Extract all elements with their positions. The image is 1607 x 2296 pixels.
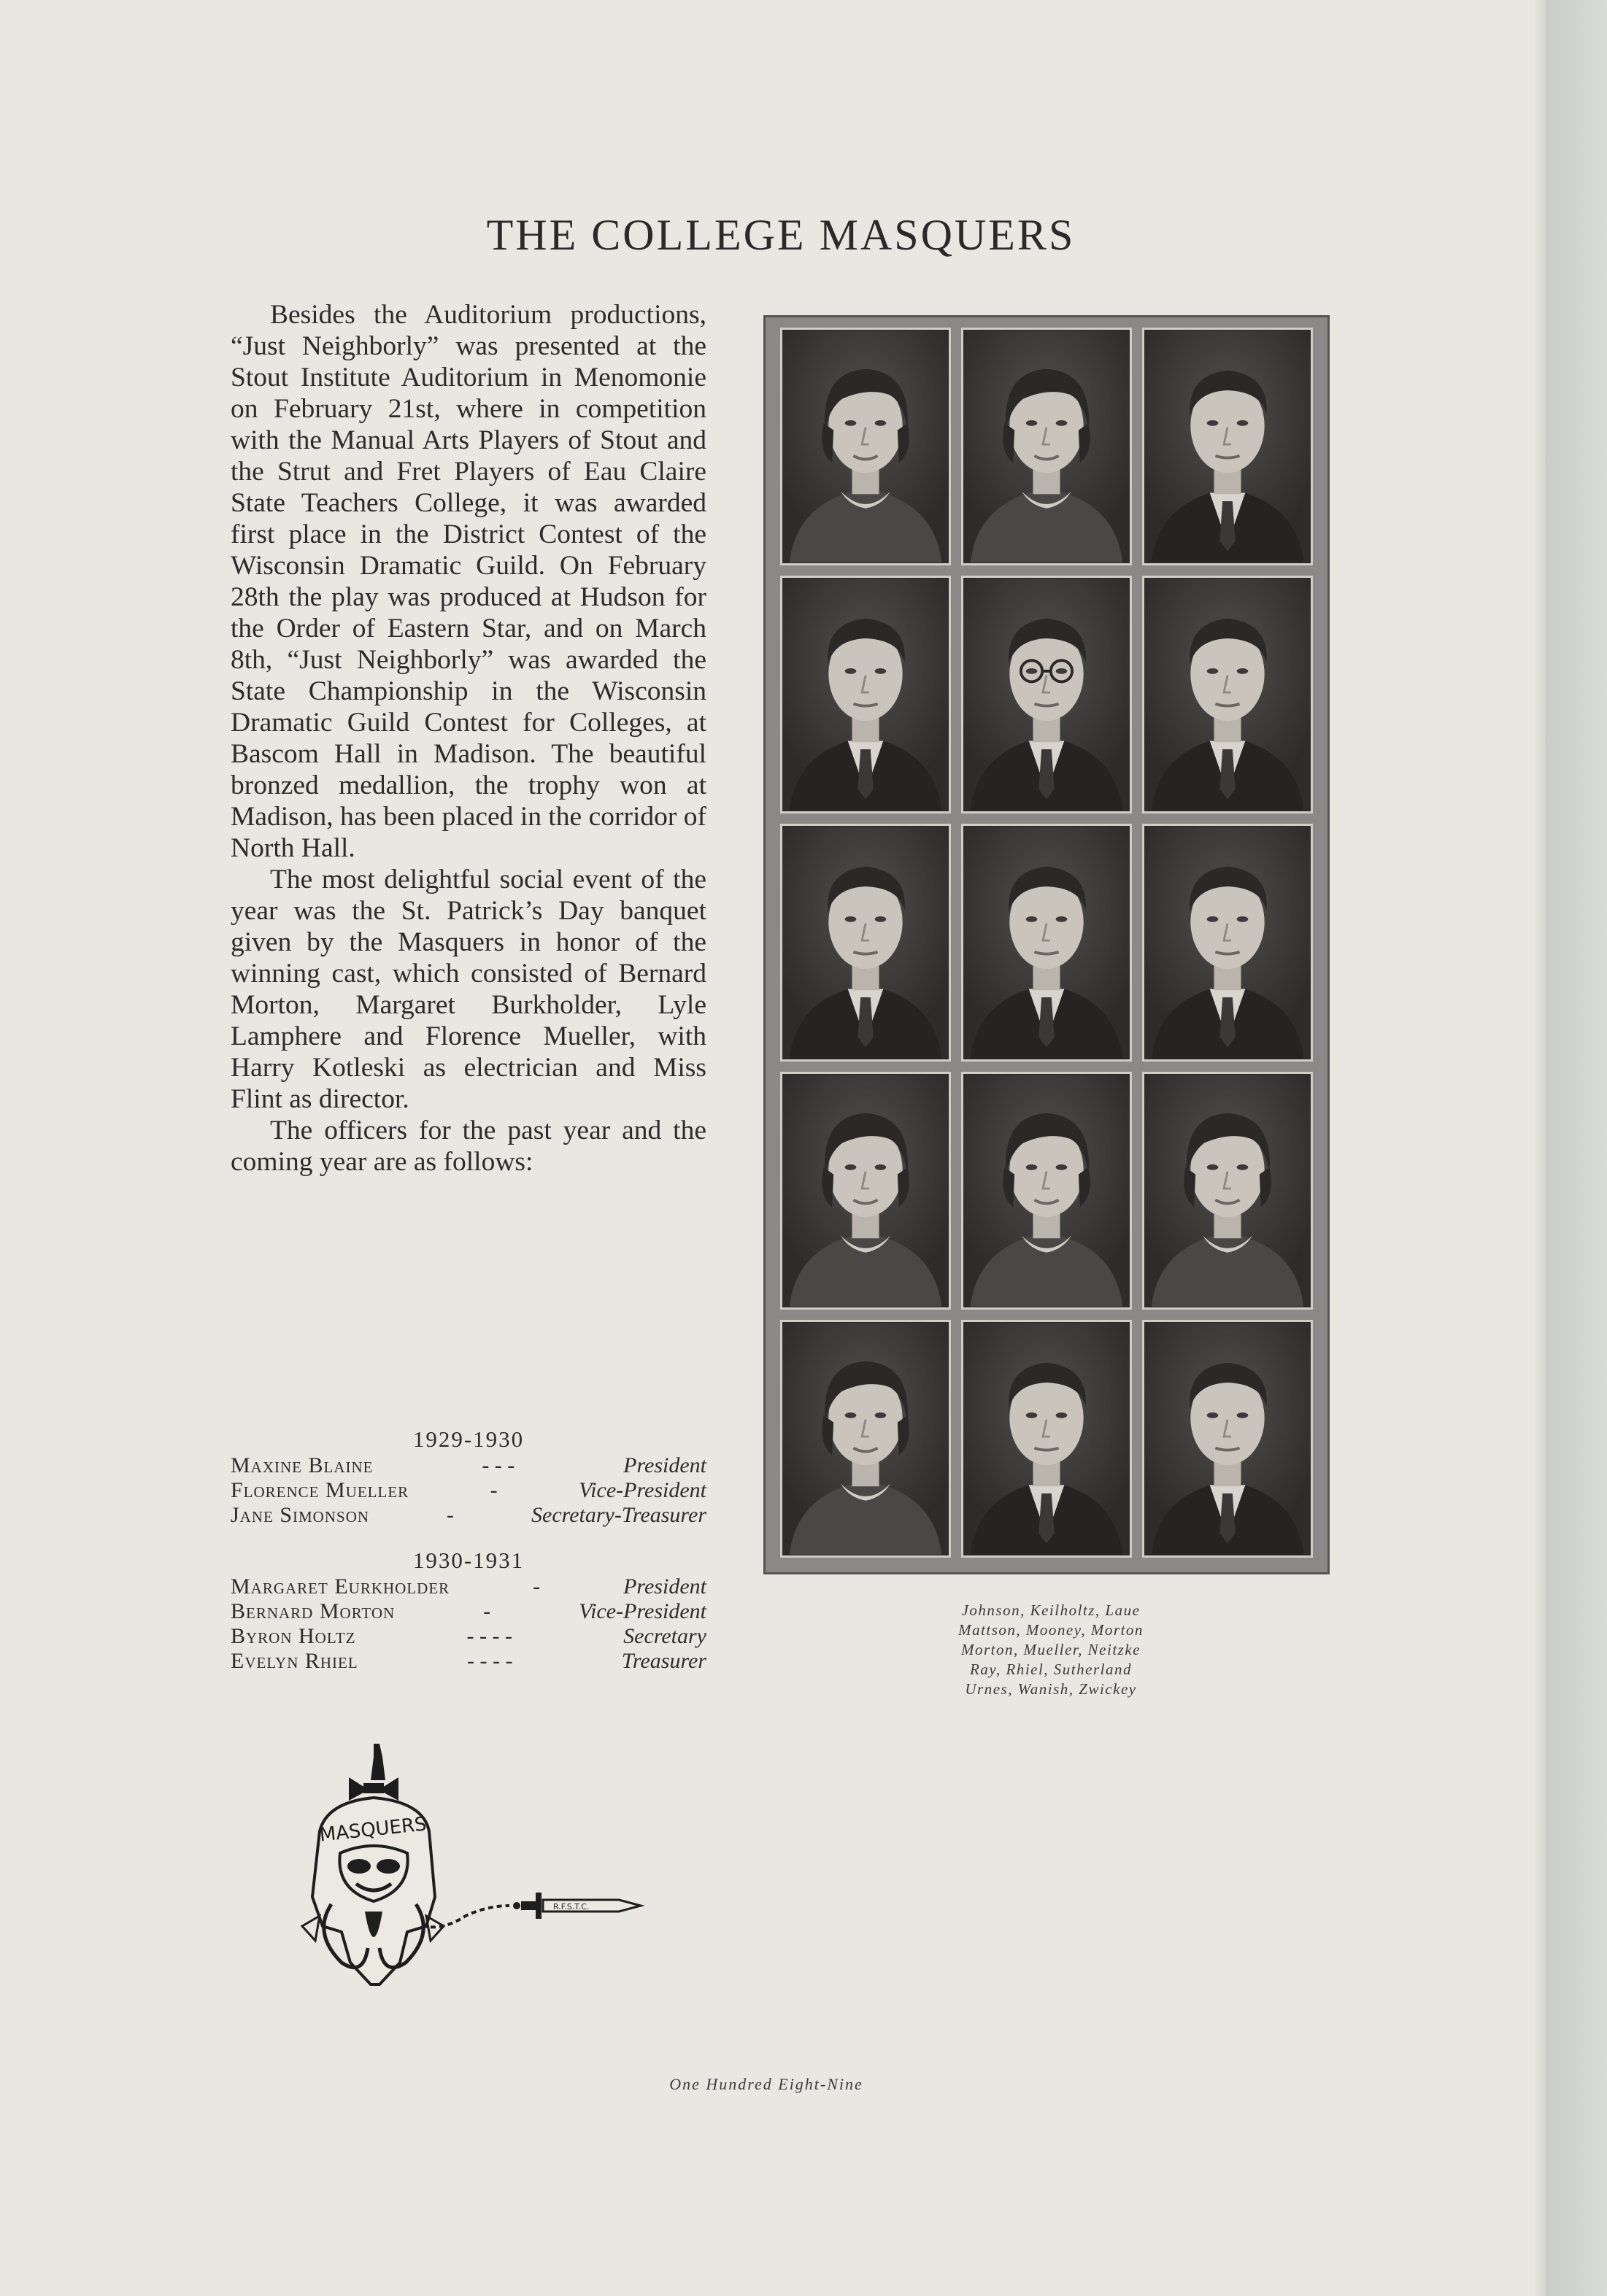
officer-row bbox=[231, 1574, 706, 1599]
officers-1929-1930 bbox=[231, 1427, 706, 1528]
officer-name: Florence Mueller bbox=[231, 1478, 409, 1502]
portrait-photo bbox=[1142, 328, 1313, 565]
portrait-photo bbox=[1142, 576, 1313, 813]
portrait-photo bbox=[1142, 1072, 1313, 1310]
paragraph-3: The officers for the past year and the coming year are as follows: bbox=[231, 1116, 706, 1177]
officer-row bbox=[231, 1624, 706, 1649]
caption-line: Morton, Mueller, Neitzke bbox=[961, 1641, 1141, 1658]
officer-dashes: - bbox=[533, 1574, 541, 1599]
page-gutter-shadow bbox=[1533, 0, 1546, 2296]
portrait-photo bbox=[1142, 824, 1313, 1062]
caption-line: Urnes, Wanish, Zwickey bbox=[965, 1680, 1137, 1698]
page-number: One Hundred Eight-Nine bbox=[669, 2075, 863, 2093]
dagger-inscription: R.F.S.T.C. bbox=[553, 1902, 590, 1912]
paragraph-1: Besides the Auditorium productions, “Just Neighborly” was presented at the Stout Institute Auditorium in Menomonie on February 21st, where in competition with the Manual Arts Players of Stout and the Strut and Fret Players of Eau Claire State Teachers College, it was awarded first place in the District Contest of the Wisconsin Dramatic Guild. On February 28th the play was produced at Hudson for the Order of Eastern Star, and on March 8th, “Just Neighborly” was awarded the State Championship in the Wisconsin Dramatic Guild Contest for Colleges, at Bascom Hall in Madison. The beautiful bronzed medallion, the trophy won at Madison, has been placed in the corridor of North Hall. bbox=[231, 300, 706, 863]
portrait-photo bbox=[1142, 1320, 1313, 1558]
officer-name: Evelyn Rhiel bbox=[231, 1649, 358, 1673]
officer-name: Bernard Morton bbox=[231, 1599, 396, 1623]
portrait-photo bbox=[961, 1072, 1132, 1310]
officer-name: Margaret Eurkholder bbox=[231, 1574, 450, 1599]
portrait-photo bbox=[961, 328, 1132, 565]
officer-dashes: - - - - bbox=[466, 1624, 513, 1648]
officer-dashes: - bbox=[490, 1478, 498, 1502]
portrait-photo bbox=[961, 1320, 1132, 1558]
officer-row bbox=[231, 1453, 706, 1478]
portrait-photo bbox=[780, 824, 951, 1062]
caption-line: Ray, Rhiel, Sutherland bbox=[970, 1661, 1132, 1678]
officer-row bbox=[231, 1503, 706, 1528]
officer-dashes: - bbox=[447, 1503, 455, 1527]
officer-role: Vice-President bbox=[579, 1478, 706, 1502]
portrait-photo bbox=[961, 576, 1132, 813]
portrait-photo bbox=[780, 576, 951, 813]
officer-name: Jane Simonson bbox=[231, 1503, 370, 1527]
officer-row bbox=[231, 1478, 706, 1503]
page-title: THE COLLEGE MASQUERS bbox=[486, 211, 1076, 259]
caption-line: Mattson, Mooney, Morton bbox=[958, 1621, 1144, 1639]
page-edge bbox=[1546, 0, 1607, 2296]
officer-role: Secretary bbox=[623, 1624, 706, 1648]
officers-1930-1931 bbox=[231, 1548, 706, 1674]
portrait-caption bbox=[847, 1601, 1255, 1699]
officer-dashes: - - - - bbox=[467, 1649, 513, 1673]
portrait-photo bbox=[780, 1320, 951, 1558]
officer-role: President bbox=[623, 1574, 706, 1599]
portrait-grid bbox=[763, 315, 1330, 1574]
officer-row bbox=[231, 1599, 706, 1624]
officer-year: 1930-1931 bbox=[412, 1547, 525, 1573]
officer-name: Maxine Blaine bbox=[231, 1453, 374, 1477]
portrait-photo bbox=[780, 328, 951, 565]
officer-role: President bbox=[623, 1453, 706, 1477]
article-body bbox=[231, 299, 706, 1178]
paragraph-2: The most delightful social event of the year was the St. Patrick’s Day banquet given by the Masquers in honor of the winning cast, which consisted of Bernard Morton, Margaret Burkholder, Lyle Lamphere and Florence Mueller, with Harry Kotleski as electrician and Miss Flint as director. bbox=[231, 865, 706, 1114]
officer-year: 1929-1930 bbox=[412, 1426, 525, 1452]
officer-role: Vice-President bbox=[579, 1599, 706, 1623]
officer-role: Secretary-Treasurer bbox=[531, 1503, 706, 1527]
officer-row bbox=[231, 1649, 706, 1674]
officer-name: Byron Holtz bbox=[231, 1624, 356, 1648]
officer-role: Treasurer bbox=[621, 1649, 706, 1673]
portrait-photo bbox=[780, 1072, 951, 1310]
emblem-banner-text: MASQUERS bbox=[318, 1813, 428, 1847]
officer-dashes: - - - bbox=[482, 1453, 515, 1477]
officer-dashes: - bbox=[483, 1599, 491, 1623]
caption-line: Johnson, Keilholtz, Laue bbox=[961, 1601, 1141, 1619]
portrait-photo bbox=[961, 824, 1132, 1062]
masquers-emblem bbox=[298, 1744, 648, 1992]
